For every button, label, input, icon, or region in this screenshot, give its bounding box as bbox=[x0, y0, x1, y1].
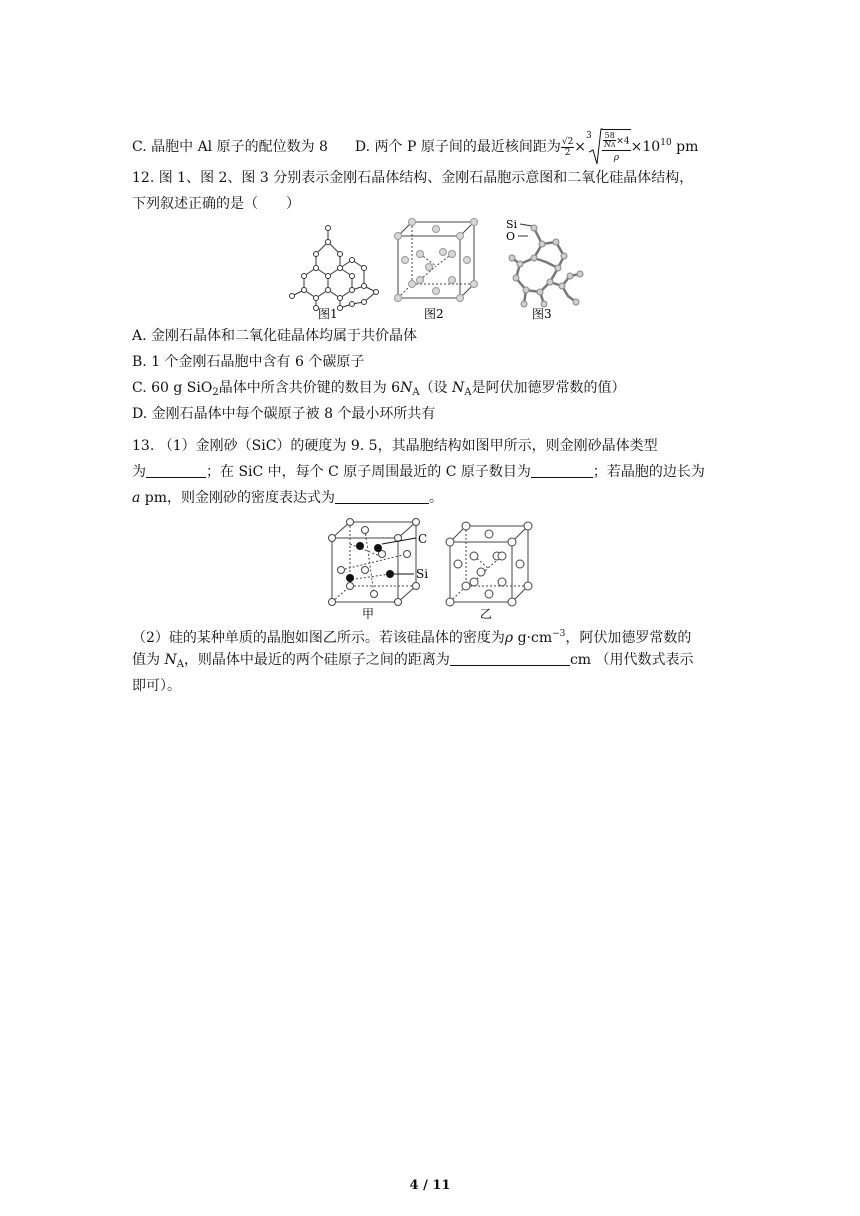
answer-blank-si-distance[interactable] bbox=[450, 651, 570, 666]
silicon-unit-cell-figure bbox=[446, 522, 532, 606]
q13-line1: 13. （1）金刚砂（SiC）的硬度为 9. 5，其晶胞结构如图甲所示，则金刚砂晶体类型 bbox=[132, 438, 658, 454]
fig3-caption: 图3 bbox=[532, 307, 552, 321]
fig2-caption: 图2 bbox=[424, 307, 444, 321]
radical-sign-icon bbox=[589, 128, 603, 166]
sqrt2-over-2-fraction: $\frac{√2}{2}$ bbox=[561, 136, 574, 158]
q12-figures bbox=[280, 214, 590, 322]
q13-part2-line2: 值为 $N_A$，则晶体中最近的两个硅原子之间的距离为 cm （用代数式表示 bbox=[132, 652, 694, 670]
q12-option-d: D. 金刚石晶体中每个碳原子被 8 个最小环所共有 bbox=[132, 406, 436, 422]
fig-jia-caption: 甲 bbox=[362, 607, 375, 620]
q12-stem-line2: 下列叙述正确的是（ ） bbox=[132, 196, 300, 212]
q12-option-b: B. 1 个金刚石晶胞中含有 6 个碳原子 bbox=[132, 354, 365, 370]
fig1-caption: 图1 bbox=[318, 307, 338, 321]
label-si: Si bbox=[416, 567, 429, 581]
q12-option-a: A. 金刚石晶体和二氧化硅晶体均属于共价晶体 bbox=[132, 328, 418, 344]
sio2-structure-figure bbox=[506, 218, 583, 307]
q13-line3: a pm，则金刚砂的密度表达式为 。 bbox=[132, 490, 444, 506]
fig3-si-label: Si bbox=[506, 218, 518, 231]
answer-blank-c-count[interactable] bbox=[531, 463, 593, 478]
diamond-unit-cell-figure bbox=[395, 219, 478, 302]
cube-root-expression: 3 $\frac{58}{NA}$ ×4 ρ bbox=[586, 128, 631, 166]
q12-stem-line1: 12. 图 1、图 2、图 3 分别表示金刚石晶体结构、金刚石晶胞示意图和二氧化硅晶体结构， bbox=[132, 170, 694, 186]
page-number: 4 / 11 bbox=[409, 1178, 451, 1193]
q13-part2-line3: 即可）。 bbox=[132, 678, 181, 694]
q13-line2: 为 ；在 SiC 中，每个 C 原子周围最近的 C 原子数目为 ；若晶胞的边长为 bbox=[132, 464, 705, 480]
sic-unit-cell-figure bbox=[329, 519, 420, 606]
q11-option-c: C. 晶胞中 Al 原子的配位数为 8 bbox=[132, 139, 328, 155]
q12-option-c: C. 60 g SiO$_2$晶体中所含共价键的数目为 $6N_A$（设 $N_A$是阿伏加德罗常数的值） bbox=[132, 380, 626, 398]
label-c: C bbox=[418, 532, 428, 546]
q11-option-line: C. 晶胞中 Al 原子的配位数为 8 D. 两个 P 原子间的最近核间距为 $\frac{√2}{2}$ × 3 $\frac{58}{NA}$ ×4 ρ $\times 10^{10}$ pm bbox=[132, 128, 698, 166]
fig-yi-caption: 乙 bbox=[480, 607, 493, 620]
fig3-o-label: O bbox=[506, 230, 516, 243]
q11-option-d-prefix: D. 两个 P 原子间的最近核间距为 bbox=[354, 139, 561, 155]
q13-figures bbox=[320, 516, 550, 620]
q13-part2-line1: （2）硅的某种单质的晶胞如图乙所示。若该硅晶体的密度为ρ $g\cdot cm^{-3}$，阿伏加德罗常数的 bbox=[132, 629, 692, 646]
diamond-structure-figure bbox=[290, 226, 379, 311]
answer-blank-density[interactable] bbox=[335, 489, 429, 504]
answer-blank-crystal-type[interactable] bbox=[146, 463, 206, 478]
inner-fraction: $\frac{58}{NA}$ ×4 ρ bbox=[604, 131, 630, 163]
